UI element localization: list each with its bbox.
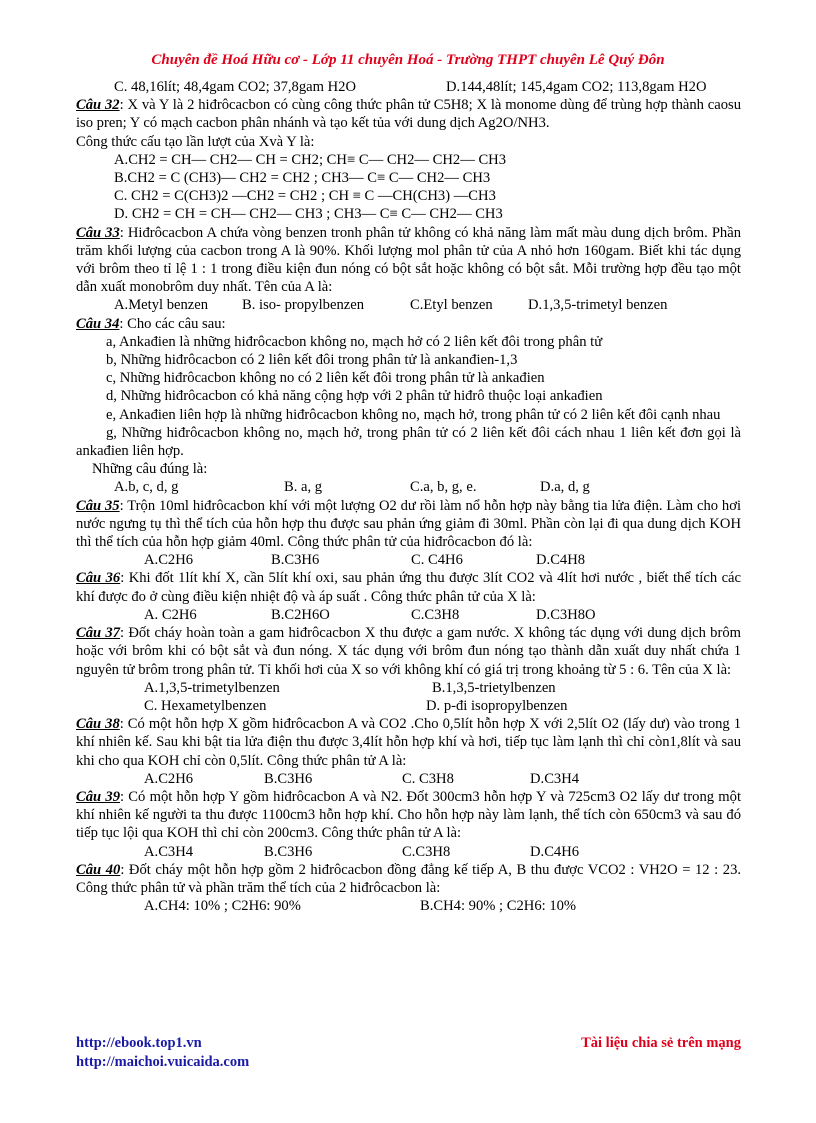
footer-link-ebook[interactable]: http://ebook.top1.vn [76,1035,202,1051]
statement-c: c, Những hiđrôcacbon không no có 2 liên kết đôi trong phân tử là ankađien [106,370,545,387]
option-b: B.C2H6O [271,606,330,623]
statement-a: a, Ankađien là những hiđrôcacbon không no, mạch hở có 2 liên kết đôi trong phân tử [106,333,603,350]
footer-link-maichoi[interactable]: http://maichoi.vuicaida.com [76,1054,250,1070]
question-label: Câu 32 [76,97,120,114]
question-label: Câu 40 [76,861,121,878]
question-text: : Đốt cháy hoàn toàn a gam hiđrôcacbon X thu được a gam nước. X không tác dụng với dung dịch brôm hoặc với brôm khi có bột sắt và đun nóng. X tác dụng với brôm đun nóng tạo thành dẫn xuất duy nhất chứa 1 nguyên tử brôm trong phân tử. Tỉ khối hơi của X so với không khí có giá trị trong khoảng từ 5 : 6. Tên của X là: [76,625,741,678]
document-body [76,78,741,915]
option-c: C. C3H8 [402,770,454,787]
question-label: Câu 35 [76,497,120,514]
option-d: D.C4H6 [530,843,580,860]
options-36 [76,606,741,624]
question-text: : Cho các câu sau: [119,315,226,332]
question-label: Câu 39 [76,788,120,805]
page-footer [76,1034,741,1072]
option-d: D.C4H8 [536,552,586,569]
question-label: Câu 33 [76,224,120,241]
options-37-ab [76,679,741,697]
statement-b: b, Những hiđrôcacbon có 2 liên kết đôi trong phân tử là ankanđien-1,3 [106,352,518,369]
options-37-cd [76,697,741,715]
question-text: : Có một hỗn hợp Y gồm hiđrôcacbon A và N2. Đốt 300cm3 hỗn hợp Y và 725cm3 O2 lấy dư trong một khí nhiên kế người ta thu được 1100cm3 hỗn hợp khí. Cho hỗn hợp này làm lạnh, thể tích còn 650cm3 và sau đó tiếp tục lội qua KOH thì chỉ còn 200cm3. Công thức phân tử A là: [76,788,741,842]
question-text: : Có một hỗn hợp X gồm hiđrôcacbon A và CO2 .Cho 0,5lít hỗn hợp X với 2,5lít O2 (lấy dư) vào trong 1 khí nhiên kế. Sau khi bật tia lửa điện thu được 3,4lít hỗn hợp khí và hơi, tiếp tục làm lạnh thì chỉ còn1,8lít và sau khi cho qua KOH chỉ còn 0,5lít. Công thức phân tử A là: [76,716,742,769]
option-a: A.C3H4 [144,843,194,860]
option-c: C.Etyl benzen [410,297,493,314]
option-d: D.C3H4 [530,770,580,787]
option-b: B.CH4: 90% ; C2H6: 10% [420,898,577,915]
option-c: C. C4H6 [411,552,463,569]
option-c: C.a, b, g, e. [410,479,477,496]
options-34 [76,478,741,496]
question-38 [76,715,741,770]
question-text: : Trộn 10ml hiđrôcacbon khí với một lượng O2 dư rồi làm nổ hỗn hợp này bằng tia lửa điện. Làm cho hơi nước ngưng tụ thì thể tích của hỗn hợp thu được sau phản ứng giảm đi 30ml. Phần còn lại đi qua dung dịch KOH thì thể tích của hỗn hợp giảm 40ml. Công thức phân tử của hiđrôcacbon đó là: [76,497,742,551]
option-d: D. p-đi isopropylbenzen [426,697,568,714]
option-a: A.1,3,5-trimetylbenzen [144,679,280,696]
option-a: A.CH4: 10% ; C2H6: 90% [144,898,301,915]
option-b: B.CH2 = C (CH3)— CH2 = CH2 ; CH3— C≡ C— CH2— CH3 [114,170,491,187]
question-33 [76,224,741,297]
question-36 [76,569,741,605]
option-d: D.C3H8O [536,606,596,623]
top-options [76,78,741,96]
statement-e: e, Ankađien liên hợp là những hiđrôcacbon không no, mạch hở, trong phân tử có 2 liên kết đôi cạnh nhau [106,406,721,423]
question-text: : Đốt cháy một hỗn hợp gồm 2 hiđrôcacbon đồng đẳng kế tiếp A, B thu được VCO2 : VH2O = 12 : 23. Công thức phân tử và phần trăm thể tích của 2 hiđrôcacbon là: [76,861,742,896]
options-38 [76,770,741,788]
question-text: : X và Y là 2 hiđrôcacbon có cùng công thức phân tử C5H8; X là monome dùng để trùng hợp thành caosu iso pren; Y có mạch cacbon phân nhánh và tạo kết tủa với dung dịch Ag2O/NH3. [76,97,742,132]
question-prompt: Những câu đúng là: [92,461,208,478]
page-header: Chuyên đề Hoá Hữu cơ - Lớp 11 chuyên Hoá - Trường THPT chuyên Lê Quý Đôn [151,52,665,68]
question-text: : Khi đốt 1lít khí X, cần 5lít khí oxi, sau phản ứng thu được 3lít CO2 và 4lít hơi nước , biết thể tích các khí được đo ở cùng điều kiện nhiệt độ và áp suất . Công thức phân tử của X là: [76,570,742,605]
option-b: B. iso- propylbenzen [242,297,364,314]
question-label: Câu 38 [76,716,120,733]
option-a: A.C2H6 [144,552,194,569]
question-text: : Hiđrôcacbon A chứa vòng benzen tronh phân tử không có khả năng làm mất màu dung dịch brôm. Phần trăm khối lượng của cacbon trong A là 90%. Khối lượng mol phân tử của A nhỏ hơn 160gam. Biết khi tác dụng với brôm theo tỉ lệ 1 : 1 trong điều kiện đun nóng có bột sắt hoặc không có bột sắt. Mỗi trường hợp đều tạo một dẫn xuất monobrôm duy nhất. Tên của A là: [76,224,742,296]
question-39 [76,788,741,843]
question-40 [76,861,741,897]
options-40 [76,897,741,915]
option-a: A.C2H6 [144,770,194,787]
footer-note: Tài liệu chia sẻ trên mạng [581,1035,741,1051]
question-37 [76,624,741,679]
options-39 [76,843,741,861]
option-a: A.CH2 = CH— CH2— CH = CH2; CH≡ C— CH2— CH2— CH3 [114,151,507,168]
question-label: Câu 34 [76,315,120,332]
statement-g: g, Những hiđrôcacbon không no, mạch hở, trong phân tử có 2 liên kết đôi cách nhau 1 liên kết đơn gọi là ankađien liên hợp. [76,424,741,460]
option-d: D.1,3,5-trimetyl benzen [528,297,668,314]
option-b: B.C3H6 [271,552,320,569]
question-35 [76,497,741,552]
option-b: B.1,3,5-trietylbenzen [432,679,556,696]
option-c: C.C3H8 [411,606,460,623]
statement-d: d, Những hiđrôcacbon có khả năng cộng hợp với 2 phân tử hiđrô thuộc loại ankađien [106,388,603,405]
option-b: B. a, g [284,479,323,496]
option-c: C. 48,16lít; 48,4gam CO2; 37,8gam H2O [114,79,357,95]
option-a: A.b, c, d, g [114,479,179,496]
option-b: B.C3H6 [264,843,313,860]
option-a: A.Metyl benzen [114,297,209,314]
option-c: C. CH2 = C(CH3)2 —CH2 = CH2 ; CH ≡ C —CH(CH3) —CH3 [114,188,496,205]
question-32 [76,96,741,132]
option-d: D. CH2 = CH = CH— CH2— CH3 ; CH3— C≡ C— CH2— CH3 [114,206,503,223]
option-d: D.a, d, g [540,479,590,496]
question-label: Câu 36 [76,570,121,587]
option-c: C. Hexametylbenzen [144,697,267,714]
question-prompt: Công thức cấu tạo lần lượt của Xvà Y là: [76,133,315,150]
options-33 [76,296,741,314]
option-d: D.144,48lít; 145,4gam CO2; 113,8gam H2O [446,79,707,95]
option-a: A. C2H6 [144,606,197,623]
question-34 [76,315,741,333]
option-c: C.C3H8 [402,843,451,860]
question-label: Câu 37 [76,625,121,642]
options-35 [76,551,741,569]
option-b: B.C3H6 [264,770,313,787]
